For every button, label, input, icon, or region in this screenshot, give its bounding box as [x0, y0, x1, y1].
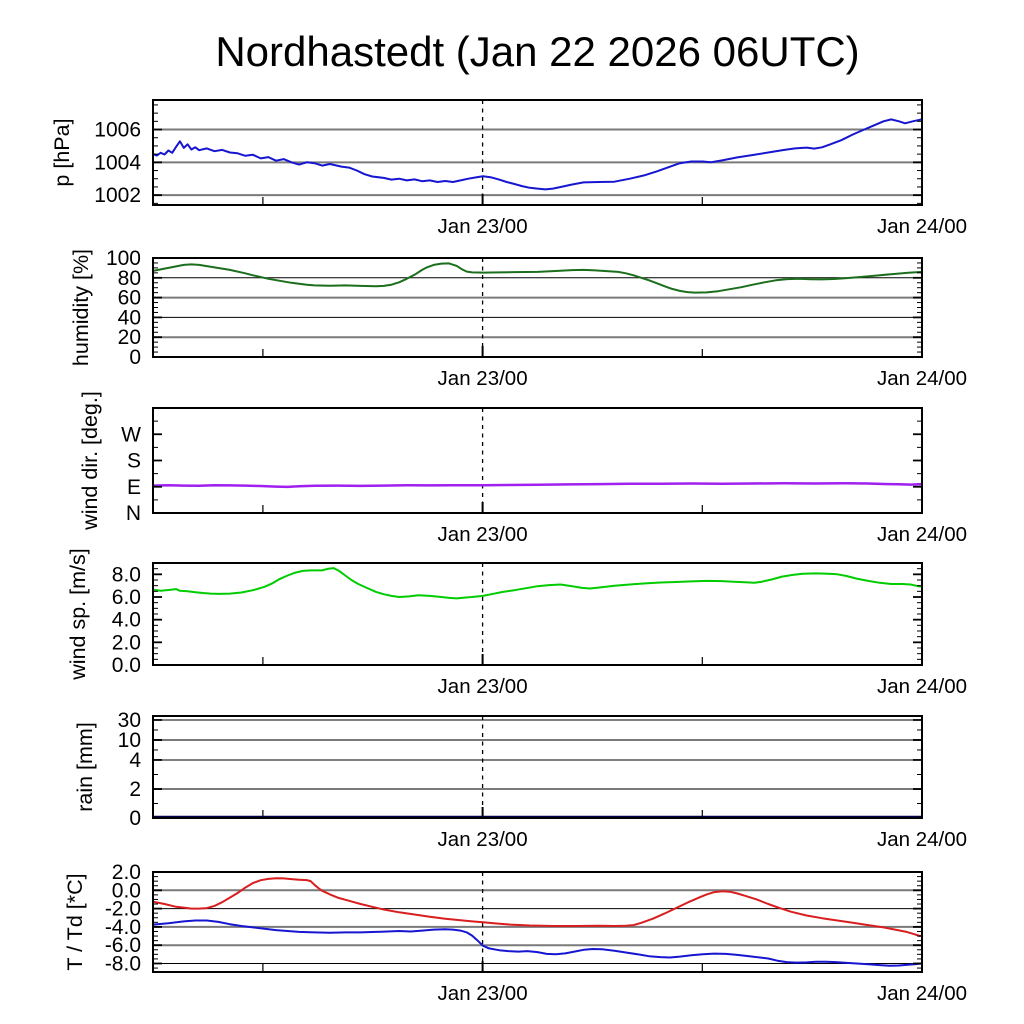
panel-wind-direction: [78, 391, 967, 546]
x-tick-label: Jan 24/00: [876, 367, 968, 390]
y-tick-label: 20: [117, 326, 141, 350]
y-tick-label: 0.0: [111, 879, 141, 903]
panel-wind-speed: [66, 548, 967, 698]
x-tick-label: Jan 23/00: [437, 828, 528, 851]
x-tick-label: Jan 24/00: [876, 215, 968, 238]
panel-border: [153, 408, 922, 513]
y-tick-label: -4.0: [104, 915, 141, 939]
x-tick-label: Jan 23/00: [437, 367, 528, 390]
panel-border: [153, 563, 922, 665]
x-tick-label: Jan 24/00: [876, 982, 968, 1005]
wind-direction-series-line: [153, 483, 922, 487]
panel-border: [153, 716, 922, 818]
y-tick-label: 6.0: [111, 586, 141, 609]
y-tick-label: S: [126, 449, 141, 473]
x-tick-label: Jan 23/00: [437, 982, 528, 1005]
x-tick-label: Jan 23/00: [437, 215, 528, 238]
y-tick-label: N: [125, 502, 141, 525]
panel-rain: [73, 709, 967, 851]
y-axis-title: T / Td [*C]: [63, 873, 87, 971]
series-group: [153, 483, 922, 487]
y-tick-label: 60: [117, 286, 141, 310]
series-group: [153, 568, 922, 598]
y-tick-label: 40: [117, 306, 141, 330]
y-tick-label: 2.0: [111, 631, 141, 655]
y-tick-label: 2.0: [111, 861, 141, 884]
y-axis-title: rain [mm]: [73, 722, 97, 812]
panel-pressure: [50, 100, 967, 238]
y-tick-label: -8.0: [104, 952, 141, 976]
y-axis-title: wind sp. [m/s]: [66, 548, 90, 680]
y-tick-label: 0: [129, 346, 141, 369]
y-tick-label: -6.0: [104, 934, 141, 958]
y-tick-label: W: [121, 423, 141, 447]
y-tick-label: 100: [105, 247, 141, 270]
y-tick-label: 1002: [94, 184, 141, 208]
x-tick-label: Jan 24/00: [876, 675, 968, 698]
panel-border: [153, 872, 922, 972]
y-tick-label: 30: [117, 708, 141, 732]
wind-speed-series-line: [153, 568, 922, 598]
chart-title: Nordhastedt (Jan 22 2026 06UTC): [215, 28, 860, 75]
x-tick-label: Jan 23/00: [437, 523, 528, 546]
y-tick-label: 0: [129, 807, 141, 830]
y-tick-label: -2.0: [104, 897, 141, 921]
series-group: [153, 878, 922, 966]
y-tick-label: 0.0: [111, 654, 141, 677]
panel-humidity: [69, 247, 967, 390]
y-tick-label: 1006: [94, 118, 141, 142]
y-axis-title: wind dir. [deg.]: [78, 391, 102, 530]
y-axis-title: p [hPa]: [50, 118, 74, 187]
y-tick-label: 1004: [94, 151, 141, 175]
panel-temperature: [63, 861, 967, 1005]
x-tick-label: Jan 24/00: [876, 523, 968, 546]
y-tick-label: 8.0: [111, 563, 141, 587]
y-tick-label: E: [126, 475, 141, 499]
x-tick-label: Jan 24/00: [876, 828, 968, 851]
y-tick-label: 2: [129, 778, 141, 802]
y-tick-label: 10: [117, 728, 141, 752]
y-axis-title: humidity [%]: [69, 248, 93, 367]
y-tick-label: 4: [129, 748, 141, 772]
x-tick-label: Jan 23/00: [437, 675, 528, 698]
y-tick-label: 80: [117, 266, 141, 290]
y-tick-label: 4.0: [111, 608, 141, 632]
